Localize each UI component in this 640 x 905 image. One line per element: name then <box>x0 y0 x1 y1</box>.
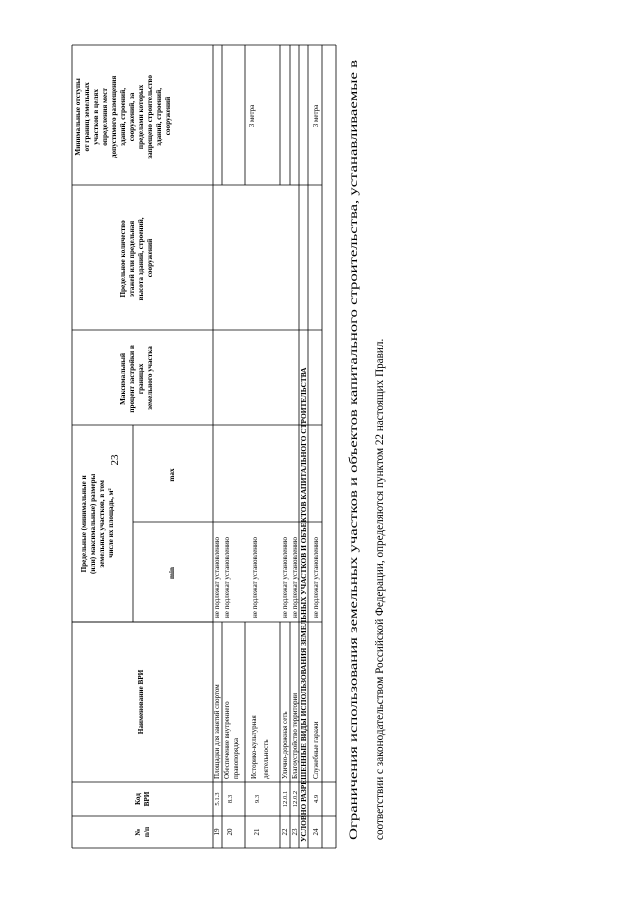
paragraph-line-1: Ограничения использования земельных участков и объектов капитального строительства, устанавливаемые в <box>348 317 360 840</box>
header-no: №п/п <box>134 826 151 838</box>
row-24-sizes: не подлежат установлению <box>312 536 320 618</box>
merged-setback: 3 метра <box>248 104 256 128</box>
row-20-no: 20 <box>226 828 234 836</box>
row-21-name: Историко-культурная деятельность <box>250 715 270 779</box>
row-23-code: 12.0.2 <box>292 790 299 808</box>
row-21-sizes: не подлежат установлению <box>251 536 259 618</box>
row-24-no: 24 <box>312 828 320 836</box>
row-19-sizes: не подлежат установлению <box>213 536 221 618</box>
paragraph-line-2: соответствии с законодательством Российской Федерации, определяются пунктом 22 настоящих Правил. <box>374 338 386 840</box>
header-percent: Максимальный процент застройки в границах земельного участка <box>119 345 154 413</box>
row-20-name: Обеспечение внутреннегоправопорядка <box>223 701 240 779</box>
page-number: 23 <box>109 454 121 466</box>
row-24-setback: 3 метра <box>312 104 320 128</box>
header-name: Наименование ВРИ <box>137 669 145 735</box>
row-21-code: 9.3 <box>254 794 261 804</box>
row-22-no: 22 <box>281 828 289 836</box>
header-sizes: Предельные (минимальные и (или) максимальные) размеры земельных участков, в том числе их площадь, м² <box>80 473 115 574</box>
row-19-name: Площадки для занятий спортом <box>213 684 221 779</box>
row-19-no: 19 <box>213 828 221 836</box>
conditional-title: УСЛОВНО РАЗРЕШЕННЫЕ ВИДЫ ИСПОЛЬЗОВАНИЯ ЗЕМЕЛЬНЫХ УЧАСТКОВ И ОБЪЕКТОВ КАПИТАЛЬНОГО СТРОИТЕЛЬСТВА <box>299 367 308 842</box>
row-22-code: 12.0.1 <box>282 790 289 808</box>
header-setbacks: Минимальные отступы от границ земельных участков в целях определения мест допустимого размещения зданий, строений, сооружений, за пределами которых запрещено строительство зданий, строений, сооружений <box>74 75 172 159</box>
row-21-no: 21 <box>253 828 261 836</box>
row-20-sizes: не подлежат установлению <box>223 536 231 618</box>
row-22-sizes: не подлежат установлению <box>281 536 289 618</box>
row-23-sizes: не подлежат установлению <box>291 536 299 618</box>
row-19-code: 5.1.3 <box>214 792 221 806</box>
row-24-code: 4.9 <box>313 794 320 804</box>
row-20-code: 8.3 <box>227 794 234 804</box>
header-min: min <box>168 567 176 579</box>
header-floors: Предельное количество этажей или предельная высота зданий, строений, сооружений <box>119 217 154 301</box>
header-code: КодВРИ <box>134 791 151 807</box>
row-24-name: Служебные гаражи <box>312 721 320 779</box>
header-max: max <box>168 468 176 482</box>
row-22-name: Улично-дорожная сеть <box>281 711 289 779</box>
row-23-no: 23 <box>291 828 299 836</box>
row-23-name: Благоустройство территории <box>291 693 299 779</box>
